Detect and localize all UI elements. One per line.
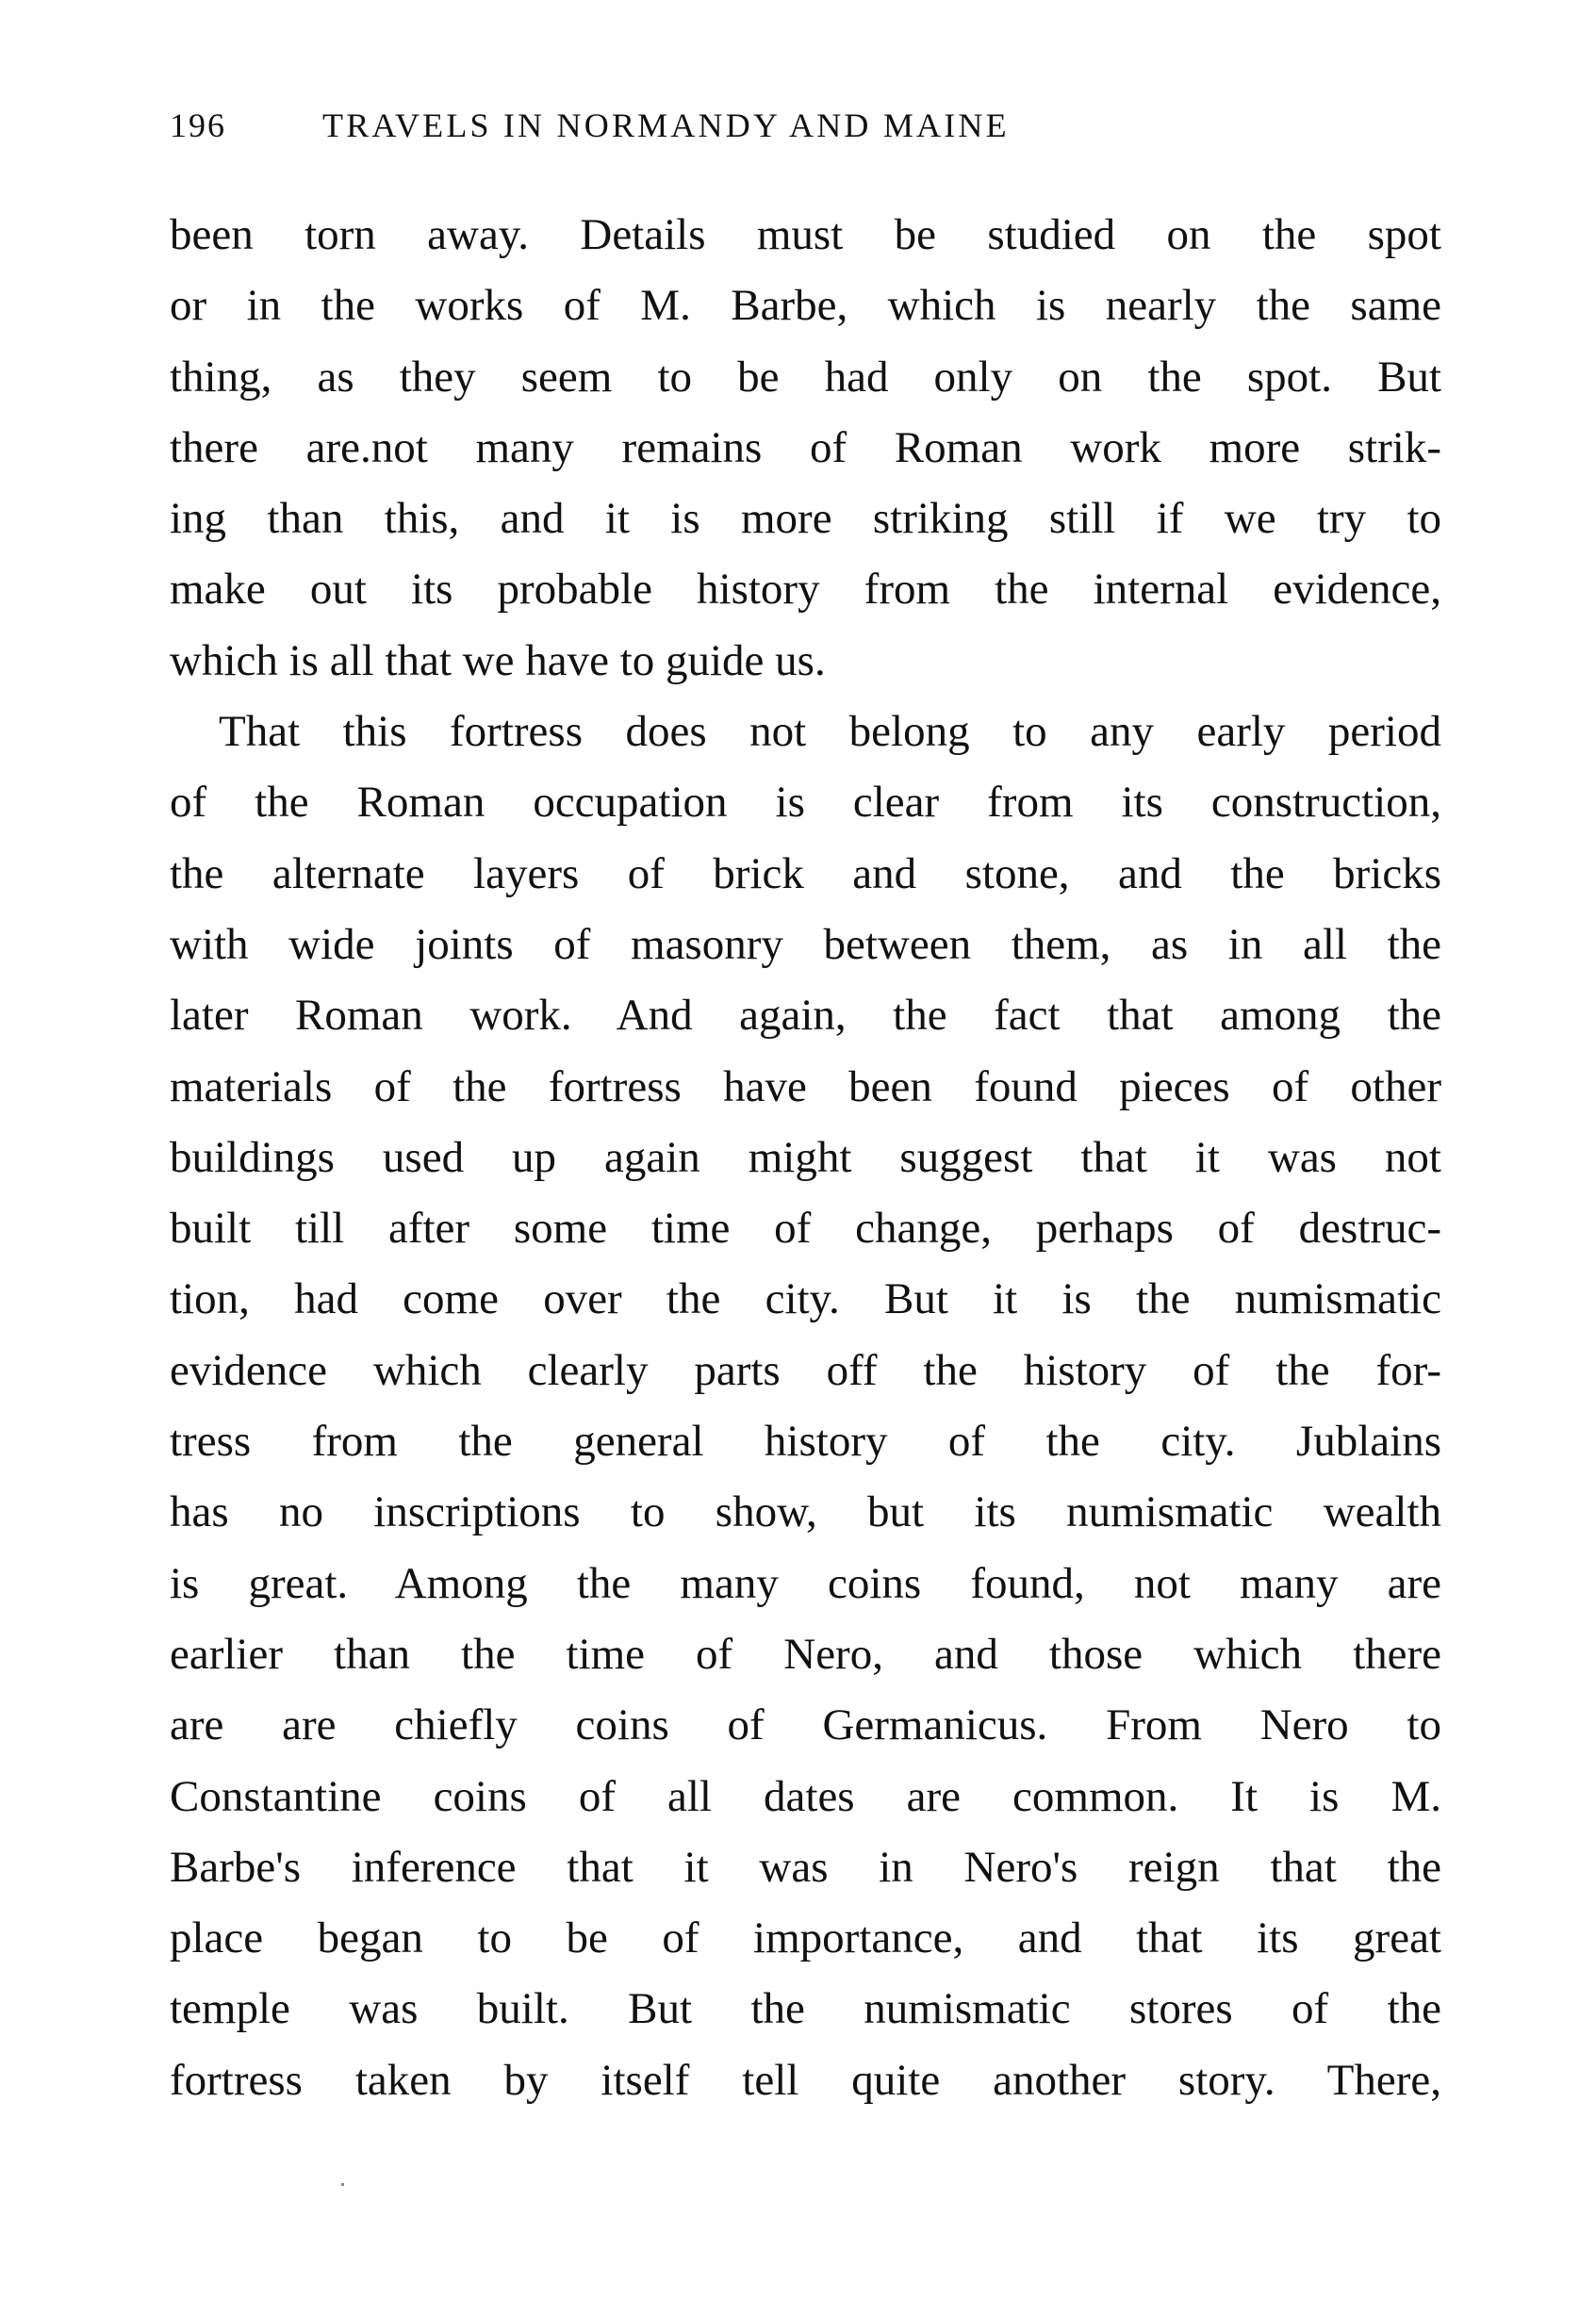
text-line: place began to be of importance, and that its great bbox=[170, 1913, 1441, 1963]
text-line: built till after some time of change, perhaps of destruc- bbox=[170, 1204, 1441, 1254]
text-line: is great. Among the many coins found, not many are bbox=[170, 1558, 1441, 1608]
text-line: later Roman work. And again, the fact that among the bbox=[170, 991, 1441, 1041]
text-line: Barbe's inference that it was in Nero's reign that the bbox=[170, 1842, 1441, 1892]
page-number: 196 bbox=[170, 107, 226, 144]
text-line: thing, as they seem to be had only on the spot. But bbox=[170, 352, 1441, 402]
text-line: Constantine coins of all dates are common. It is M. bbox=[170, 1771, 1441, 1821]
page-body bbox=[170, 200, 1441, 2116]
text-line: which is all that we have to guide us. bbox=[170, 635, 826, 685]
text-line: there are.not many remains of Roman work more strik- bbox=[170, 422, 1441, 472]
text-line: evidence which clearly parts off the history of the for- bbox=[170, 1345, 1441, 1395]
paragraph bbox=[170, 697, 1441, 2116]
text-line: ing than this, and it is more striking still if we try to bbox=[170, 494, 1441, 544]
text-line: tion, had come over the city. But it is the numismatic bbox=[170, 1274, 1441, 1324]
text-line: That this fortress does not belong to any early period bbox=[219, 707, 1441, 757]
text-line: with wide joints of masonry between them, as in all the bbox=[170, 919, 1441, 969]
text-line: tress from the general history of the city. Jublains bbox=[170, 1417, 1441, 1467]
text-line: earlier than the time of Nero, and those which there bbox=[170, 1629, 1441, 1679]
running-title: TRAVELS IN NORMANDY AND MAINE bbox=[322, 107, 1010, 144]
text-line: are are chiefly coins of Germanicus. From Nero to bbox=[170, 1700, 1441, 1750]
text-line: materials of the fortress have been found pieces of other bbox=[170, 1061, 1441, 1111]
text-line: of the Roman occupation is clear from its construction, bbox=[170, 778, 1441, 828]
scan-speck bbox=[341, 2183, 344, 2186]
text-line: temple was built. But the numismatic stores of the bbox=[170, 1984, 1441, 2034]
text-line: make out its probable history from the internal evidence, bbox=[170, 565, 1441, 615]
text-line: has no inscriptions to show, but its numismatic wealth bbox=[170, 1487, 1441, 1537]
paragraph bbox=[170, 200, 1441, 697]
running-header bbox=[170, 106, 1292, 153]
text-line: been torn away. Details must be studied on the spot bbox=[170, 210, 1441, 259]
text-line: or in the works of M. Barbe, which is nearly the same bbox=[170, 281, 1441, 331]
text-line: fortress taken by itself tell quite another story. There, bbox=[170, 2055, 1441, 2105]
text-line: buildings used up again might suggest that it was not bbox=[170, 1132, 1441, 1182]
text-line: the alternate layers of brick and stone, and the bricks bbox=[170, 848, 1441, 898]
